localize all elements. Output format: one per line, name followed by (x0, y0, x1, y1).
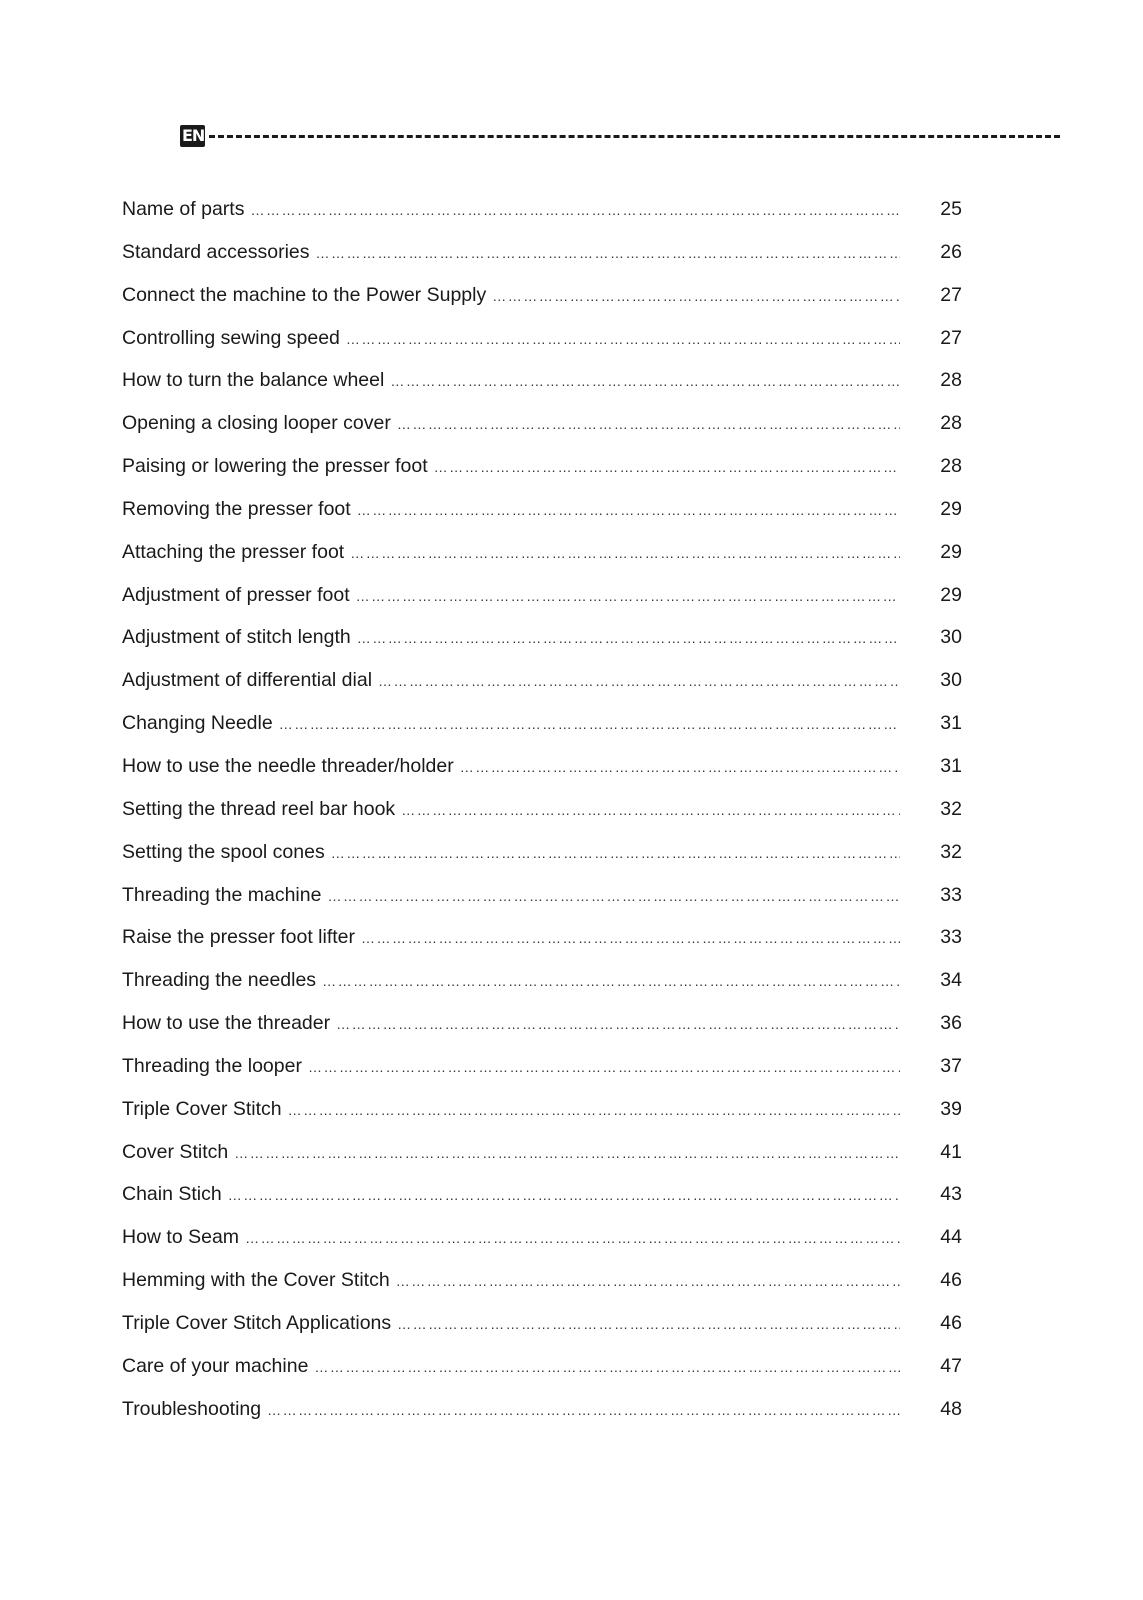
toc-entry-page-number: 30 (940, 626, 962, 649)
toc-entry-title: Opening a closing looper cover (122, 412, 391, 435)
toc-dot-leader (245, 1217, 900, 1260)
toc-dot-leader (267, 1389, 900, 1432)
toc-entry-title: Threading the needles (122, 969, 317, 992)
toc-entry[interactable] (122, 188, 962, 231)
toc-entry-title: Triple Cover Stitch (122, 1097, 282, 1120)
section-header (180, 124, 1060, 148)
toc-entry[interactable] (122, 1131, 962, 1174)
toc-entry[interactable] (122, 916, 962, 959)
toc-entry-page-number: 43 (940, 1183, 962, 1206)
toc-entry-title: Adjustment of differential dial (122, 669, 373, 692)
toc-dot-leader (356, 575, 900, 618)
toc-entry[interactable] (122, 488, 962, 531)
toc-entry-page-number: 34 (940, 969, 962, 992)
toc-entry-title: How to turn the balance wheel (122, 369, 385, 392)
toc-entry-title: Setting the thread reel bar hook (122, 797, 396, 820)
table-of-contents (122, 188, 962, 1430)
toc-entry[interactable] (122, 1388, 962, 1431)
toc-entry-page-number: 27 (940, 283, 962, 306)
toc-entry-page-number: 28 (940, 412, 962, 435)
toc-entry-page-number: 31 (940, 712, 962, 735)
toc-entry-title: Removing the presser foot (122, 497, 351, 520)
toc-entry-page-number: 29 (940, 540, 962, 563)
toc-entry[interactable] (122, 445, 962, 488)
toc-entry-title: Standard accessories (122, 240, 310, 263)
toc-entry[interactable] (122, 274, 962, 317)
toc-entry-title: Setting the spool cones (122, 840, 325, 863)
toc-entry-page-number: 37 (940, 1054, 962, 1077)
toc-dot-leader (350, 532, 900, 575)
toc-entry-title: Troubleshooting (122, 1397, 262, 1420)
toc-entry-title: Adjustment of presser foot (122, 583, 350, 606)
toc-entry-page-number: 32 (940, 797, 962, 820)
toc-entry-title: Changing Needle (122, 712, 273, 735)
toc-entry-title: Name of parts (122, 198, 245, 220)
toc-entry-title: Threading the looper (122, 1054, 302, 1077)
toc-entry-page-number: 48 (940, 1397, 962, 1420)
toc-dot-leader (316, 232, 900, 275)
toc-entry[interactable] (122, 231, 962, 274)
toc-entry-title: Attaching the presser foot (122, 540, 345, 563)
toc-entry-title: How to Seam (122, 1226, 240, 1249)
toc-entry-title: How to use the threader (122, 1012, 331, 1035)
toc-dot-leader (279, 703, 900, 746)
toc-entry-title: Threading the machine (122, 883, 322, 906)
toc-entry-page-number: 46 (940, 1311, 962, 1334)
toc-entry[interactable] (122, 702, 962, 745)
toc-dot-leader (378, 660, 900, 703)
toc-dot-leader (460, 746, 900, 789)
toc-entry-page-number: 28 (940, 369, 962, 392)
toc-dot-leader (327, 875, 900, 918)
toc-entry[interactable] (122, 1045, 962, 1088)
toc-dot-leader (250, 189, 900, 232)
toc-entry-page-number: 36 (940, 1012, 962, 1035)
toc-entry-page-number: 46 (940, 1269, 962, 1292)
toc-entry-page-number: 25 (940, 198, 962, 220)
toc-entry[interactable] (122, 359, 962, 402)
toc-entry-title: Cover Stitch (122, 1140, 229, 1163)
toc-entry-page-number: 33 (940, 883, 962, 906)
toc-entry-page-number: 47 (940, 1354, 962, 1377)
toc-dot-leader (336, 1003, 900, 1046)
toc-entry[interactable] (122, 574, 962, 617)
toc-dot-leader (308, 1046, 900, 1089)
toc-entry-page-number: 27 (940, 326, 962, 349)
toc-entry[interactable] (122, 874, 962, 917)
toc-dot-leader (357, 617, 900, 660)
toc-entry-title: Raise the presser foot lifter (122, 926, 356, 949)
toc-dot-leader (346, 318, 900, 361)
toc-entry-title: Controlling sewing speed (122, 326, 340, 349)
toc-entry-page-number: 31 (940, 754, 962, 777)
toc-entry[interactable] (122, 831, 962, 874)
toc-entry[interactable] (122, 531, 962, 574)
toc-entry[interactable] (122, 788, 962, 831)
toc-entry[interactable] (122, 1302, 962, 1345)
toc-entry-page-number: 41 (940, 1140, 962, 1163)
toc-entry-title: Paising or lowering the presser foot (122, 455, 428, 478)
toc-entry-page-number: 29 (940, 583, 962, 606)
toc-entry[interactable] (122, 959, 962, 1002)
toc-entry[interactable] (122, 1259, 962, 1302)
toc-entry-title: Triple Cover Stitch Applications (122, 1311, 392, 1334)
toc-entry[interactable] (122, 1002, 962, 1045)
toc-entry-page-number: 44 (940, 1226, 962, 1249)
toc-entry-page-number: 33 (940, 926, 962, 949)
toc-entry[interactable] (122, 1088, 962, 1131)
toc-entry-page-number: 39 (940, 1097, 962, 1120)
toc-entry[interactable] (122, 1345, 962, 1388)
toc-entry-page-number: 30 (940, 669, 962, 692)
toc-entry[interactable] (122, 317, 962, 360)
toc-dot-leader (401, 789, 900, 832)
toc-entry[interactable] (122, 402, 962, 445)
toc-entry[interactable] (122, 1173, 962, 1216)
toc-entry-title: Hemming with the Cover Stitch (122, 1269, 390, 1292)
toc-dot-leader (357, 489, 900, 532)
toc-entry[interactable] (122, 1216, 962, 1259)
toc-dot-leader (234, 1132, 900, 1175)
toc-entry-page-number: 28 (940, 455, 962, 478)
toc-entry[interactable] (122, 659, 962, 702)
toc-dot-leader (492, 275, 900, 318)
toc-entry[interactable] (122, 745, 962, 788)
toc-dot-leader (228, 1174, 900, 1217)
toc-dot-leader (397, 403, 900, 446)
toc-dot-leader (434, 446, 900, 489)
toc-entry-title: Care of your machine (122, 1354, 309, 1377)
toc-dot-leader (361, 917, 900, 960)
toc-dot-leader (331, 832, 900, 875)
toc-entry-page-number: 26 (940, 240, 962, 263)
toc-entry-title: Connect the machine to the Power Supply (122, 283, 487, 306)
toc-entry-title: Adjustment of stitch length (122, 626, 351, 649)
dashed-divider (209, 135, 1060, 138)
toc-entry-page-number: 32 (940, 840, 962, 863)
toc-dot-leader (390, 360, 900, 403)
toc-entry-title: Chain Stich (122, 1183, 222, 1206)
toc-dot-leader (288, 1089, 900, 1132)
toc-dot-leader (397, 1303, 900, 1346)
toc-dot-leader (322, 960, 900, 1003)
toc-entry-page-number: 29 (940, 497, 962, 520)
toc-dot-leader (396, 1260, 900, 1303)
toc-dot-leader (314, 1346, 900, 1389)
toc-entry[interactable] (122, 616, 962, 659)
toc-entry-title: How to use the needle threader/holder (122, 754, 454, 777)
language-badge: EN (182, 126, 205, 145)
